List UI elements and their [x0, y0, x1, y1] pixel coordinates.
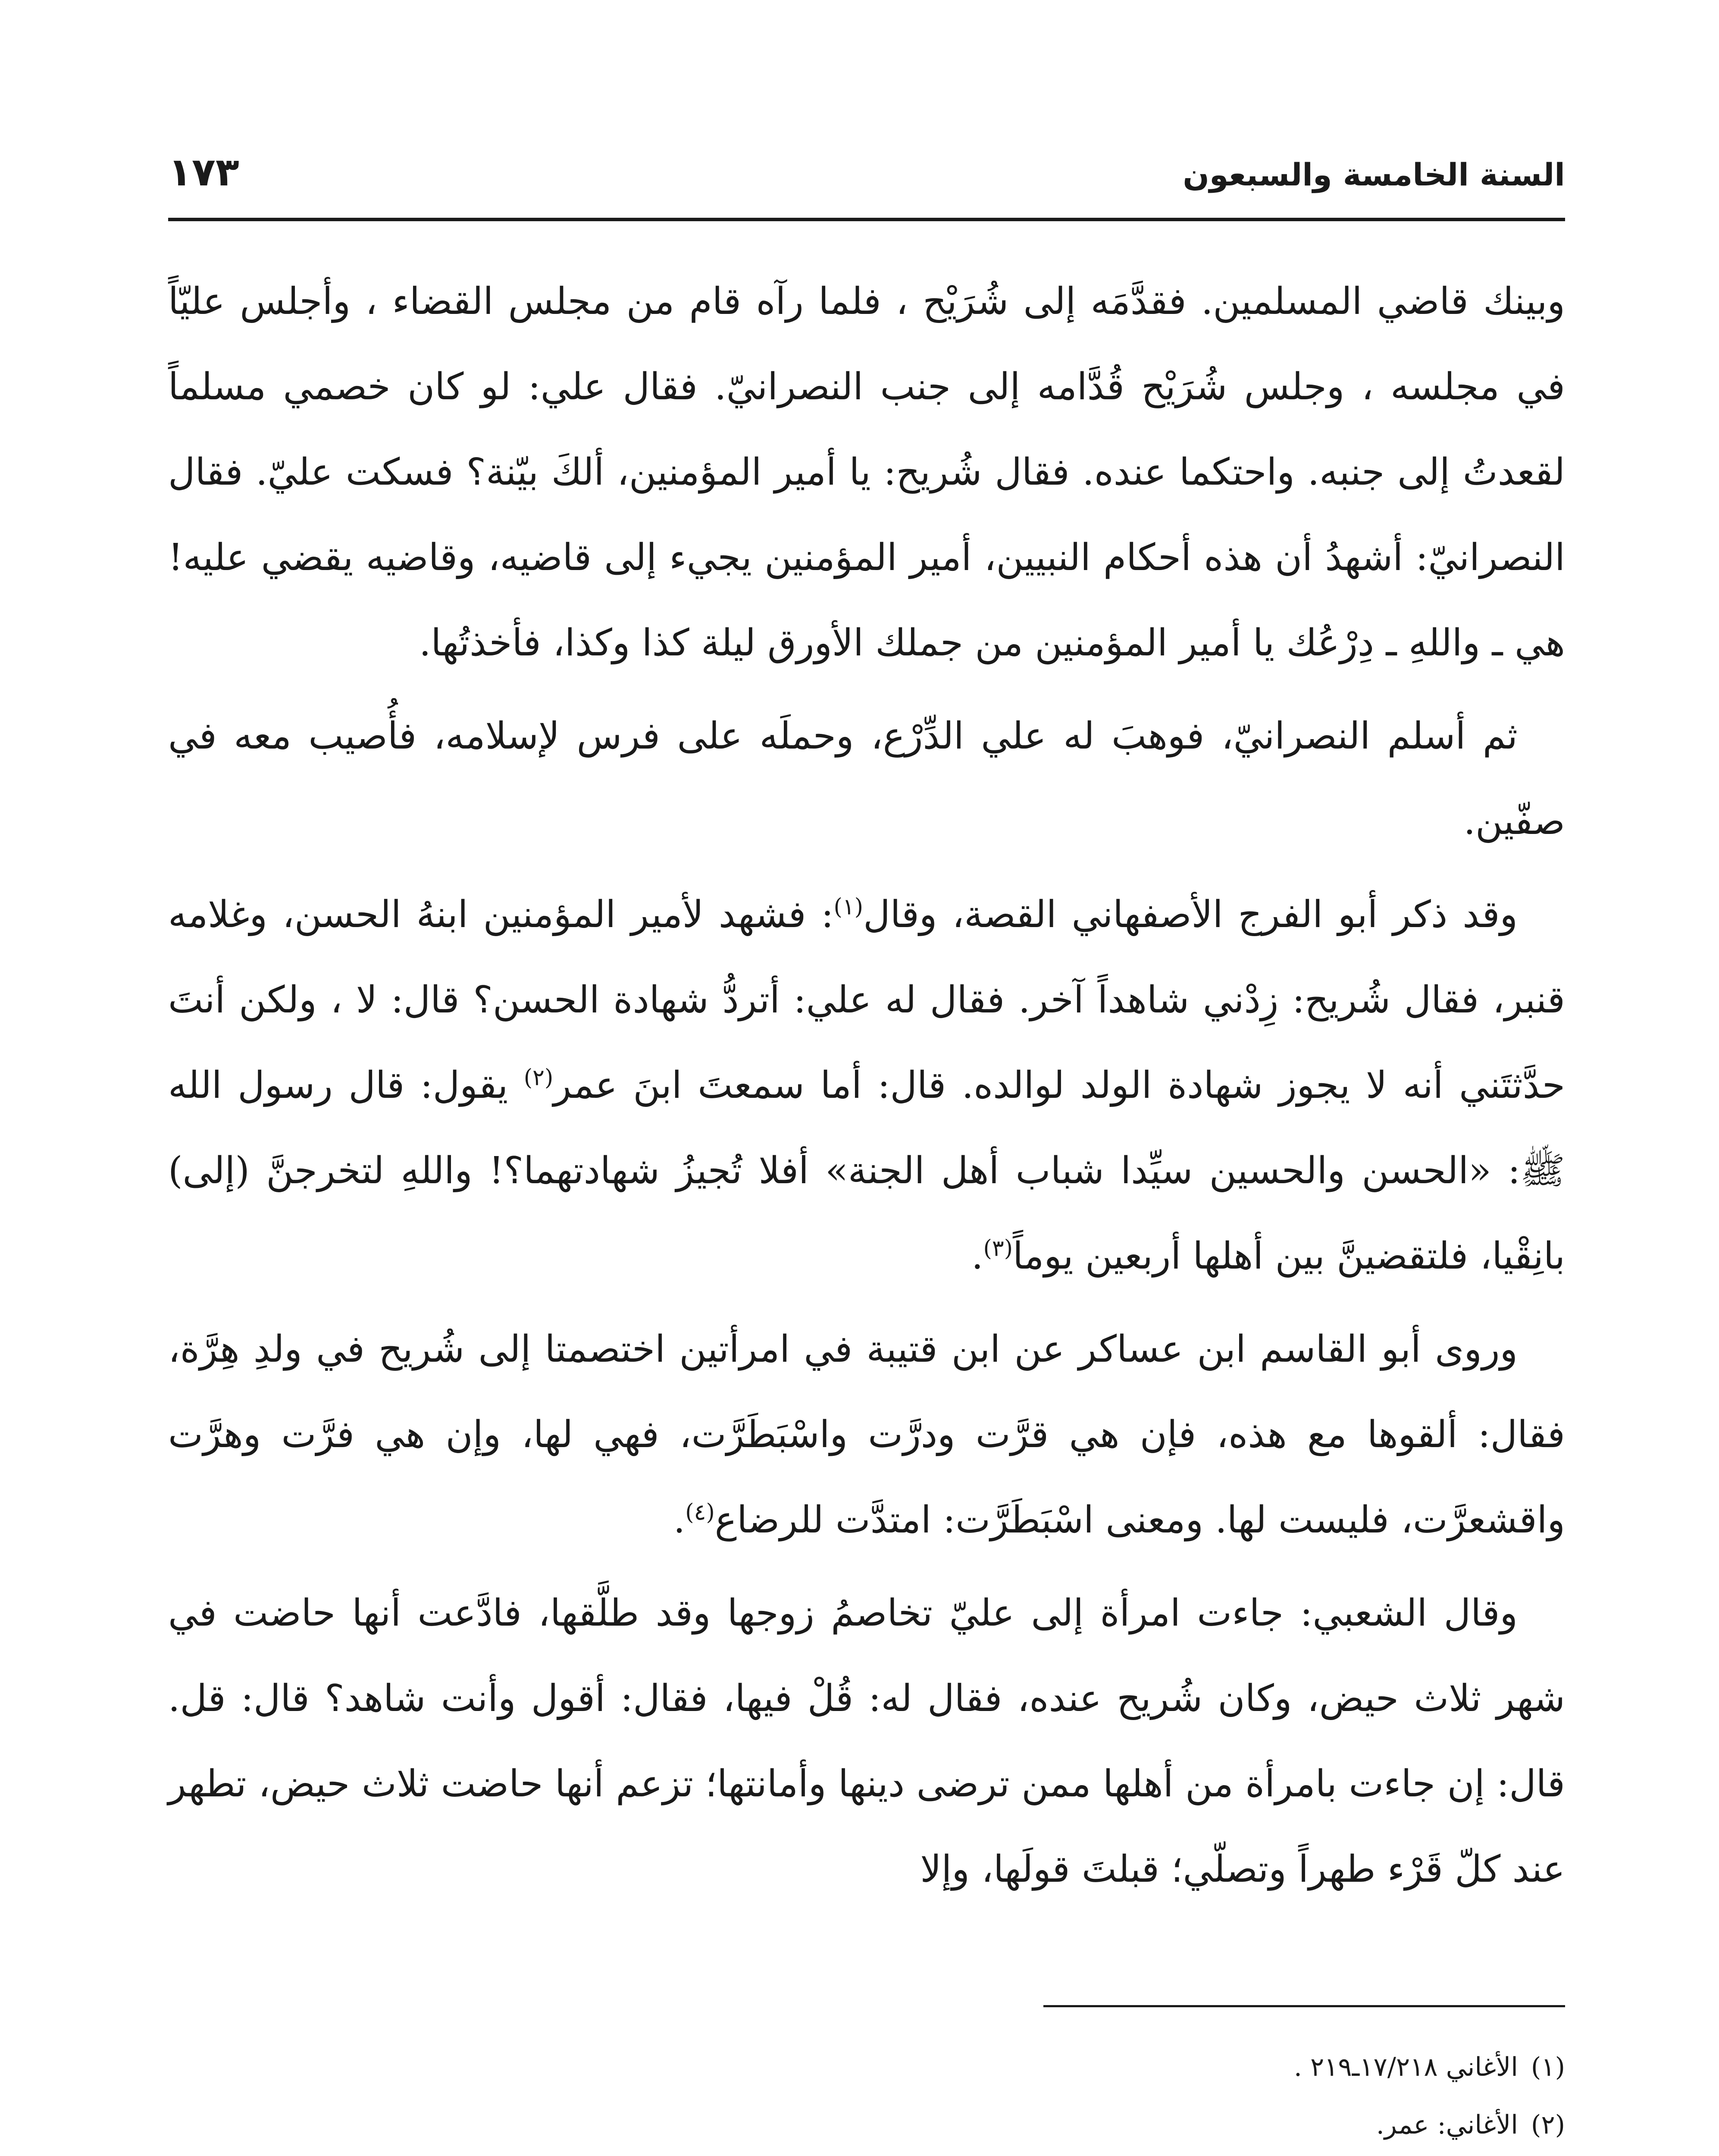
footnote-ref-1: (١): [833, 894, 864, 920]
paragraph-3: [168, 872, 1565, 1299]
footnote-separator: [1043, 2005, 1565, 2007]
main-text: [168, 259, 1565, 1920]
paragraph-5: وقال الشعبي: جاءت امرأة إلى عليّ تخاصمُ زوجها وقد طلَّقها، فادَّعت أنها حاضت في شهر ثلاث حيض، وكان شُريح عنده، فقال له: قُلْ فيها، فقال: أقول وأنت شاهد؟ قال: قل. قال: إن جاءت بامرأة من أهلها ممن ترضى دينها وأمانتها؛ تزعم أنها حاضت ثلاث حيض، تطهر عند كلّ قَرْء طهراً وتصلّي؛ قبلتَ قولَها، وإلا: [168, 1592, 1565, 1891]
page-header: [168, 142, 1565, 216]
footnote-2: [168, 2097, 1565, 2153]
page-number: ١٧٣: [168, 150, 239, 195]
footnote-text: الأغاني ١٧/٢١٨ـ٢١٩ .: [1293, 2052, 1518, 2082]
footnote-ref-3: (٣): [983, 1235, 1013, 1262]
header-rule: [168, 218, 1565, 221]
paragraph-3-text-d: .: [971, 1235, 983, 1278]
paragraph-1: وبينك قاضي المسلمين. فقدَّمَه إلى شُرَيْح ، فلما رآه قام من مجلس القضاء ، وأجلس عليّاً في مجلسه ، وجلس شُرَيْح قُدَّامه إلى جنب النصرانيّ. فقال علي: لو كان خصمي مسلماً لقعدتُ إلى جنبه. واحتكما عنده. فقال شُريح: يا أمير المؤمنين، ألكَ بيّنة؟ فسكت عليّ. فقال النصرانيّ: أشهدُ أن هذه أحكام النبيين، أمير المؤمنين يجيء إلى قاضيه، وقاضيه يقضي عليه! هي ـ واللهِ ـ دِرْعُك يا أمير المؤمنين من جملك الأورق ليلة كذا وكذا، فأخذتُها.: [168, 280, 1565, 664]
footnote-number: (١): [1531, 2052, 1565, 2082]
footnote-1: [168, 2040, 1565, 2095]
paragraph-4-text-a: وروى أبو القاسم ابن عساكر عن ابن قتيبة في امرأتين اختصمتا إلى شُريح في ولدِ هِرَّة، فقال: ألقوها مع هذه، فإن هي قرَّت ودرَّت واسْبَطَرَّت، فهي لها، وإن هي فرَّت وهرَّت واقشعرَّت، فليست لها. ومعنى اسْبَطَرَّت: امتدَّت للرضاع: [168, 1328, 1565, 1542]
footnote-ref-4: (٤): [685, 1499, 715, 1526]
paragraph-3-text-a: وقد ذكر أبو الفرج الأصفهاني القصة، وقال: [863, 893, 1518, 936]
paragraph-3-text-c: يقول: قال رسول الله ﷺ: «الحسن والحسين سيِّدا شباب أهل الجنة» أفلا تُجيزُ شهادتهما؟! واللهِ لتخرجنَّ (إلى) بانِقْيا، فلتقضينَّ بين أهلها أربعين يوماً: [168, 1064, 1565, 1278]
paragraph-4-text-b: .: [673, 1498, 686, 1542]
paragraph-4: [168, 1307, 1565, 1563]
footnote-number: (٢): [1531, 2110, 1565, 2140]
footnote-text: الأغاني: عمر.: [1376, 2110, 1518, 2140]
running-title: السنة الخامسة والسبعون: [1183, 157, 1565, 193]
paragraph-3-text-b: : فشهد لأمير المؤمنين ابنهُ الحسن، وغلامه قنبر، فقال شُريح: زِدْني شاهداً آخر. فقال له علي: أتردُّ شهادة الحسن؟ قال: لا ، ولكن أنتَ حدَّثتَني أنه لا يجوز شهادة الولد لوالده. قال: أما سمعتَ ابنَ عمر: [168, 893, 1566, 1107]
footnotes: [168, 2040, 1565, 2156]
paragraph-2: ثم أسلم النصرانيّ، فوهبَ له علي الدِّرْع، وحملَه على فرس لإسلامه، فأُصيب معه في صفّين.: [168, 714, 1565, 843]
footnote-ref-2: (٢): [523, 1065, 554, 1091]
